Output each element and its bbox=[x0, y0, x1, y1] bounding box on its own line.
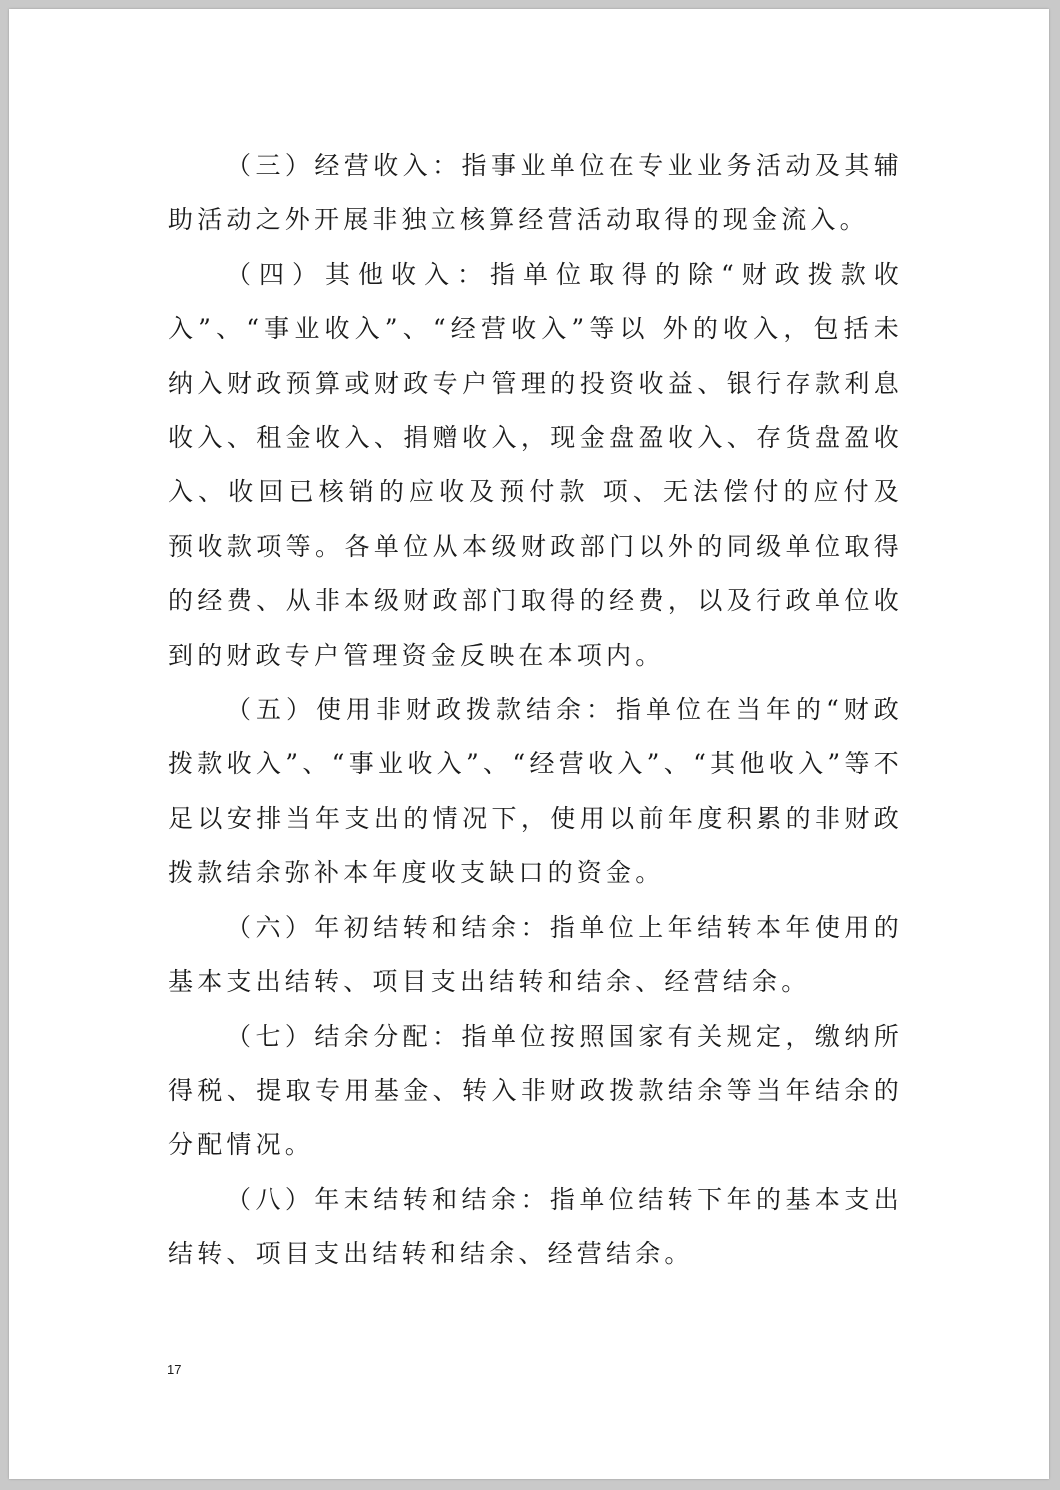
paragraph-operating-income: （三）经营收入：指事业单位在专业业务活动及其辅助活动之外开展非独立核算经营活动取得的现金流入。 bbox=[168, 151, 903, 235]
document-page bbox=[9, 9, 1049, 1479]
paragraph-surplus-distribution: （七）结余分配：指单位按照国家有关规定，缴纳所得税、提取专用基金、转入非财政拨款结余等当年结余的分配情况。 bbox=[168, 1021, 903, 1160]
page-number: 17 bbox=[167, 1362, 182, 1377]
paragraph-non-fiscal-surplus-use: （五）使用非财政拨款结余：指单位在当年的“财政拨款收入”、“事业收入”、“经营收入”、“其他收入”等不足以安排当年支出的情况下，使用以前年度积累的非财政拨款结余弥补本年度收支缺口的资金。 bbox=[168, 695, 903, 888]
document-body bbox=[168, 139, 903, 1282]
paragraph-ending-carryover: （八）年末结转和结余：指单位结转下年的基本支出结转、项目支出结转和结余、经营结余。 bbox=[168, 1184, 903, 1269]
paragraph-other-income: （四）其他收入：指单位取得的除“财政拨款收入”、“事业收入”、“经营收入”等以 外的收入，包括未纳入财政预算或财政专户管理的投资收益、银行存款利息收入、租金收入、捐赠收入，现金盘盈收入、存货盘盈收入、收回已核销的应收及预付款 项、无法偿付的应付及预收款项等。各单位从本级财政部门以外的同级单位取得的经费、从非本级财政部门取得的经费，以及行政单位收到的财政专户管理资金反映在本项内。 bbox=[168, 259, 903, 670]
paragraph-beginning-carryover: （六）年初结转和结余：指单位上年结转本年使用的基本支出结转、项目支出结转和结余、经营结余。 bbox=[168, 912, 903, 997]
